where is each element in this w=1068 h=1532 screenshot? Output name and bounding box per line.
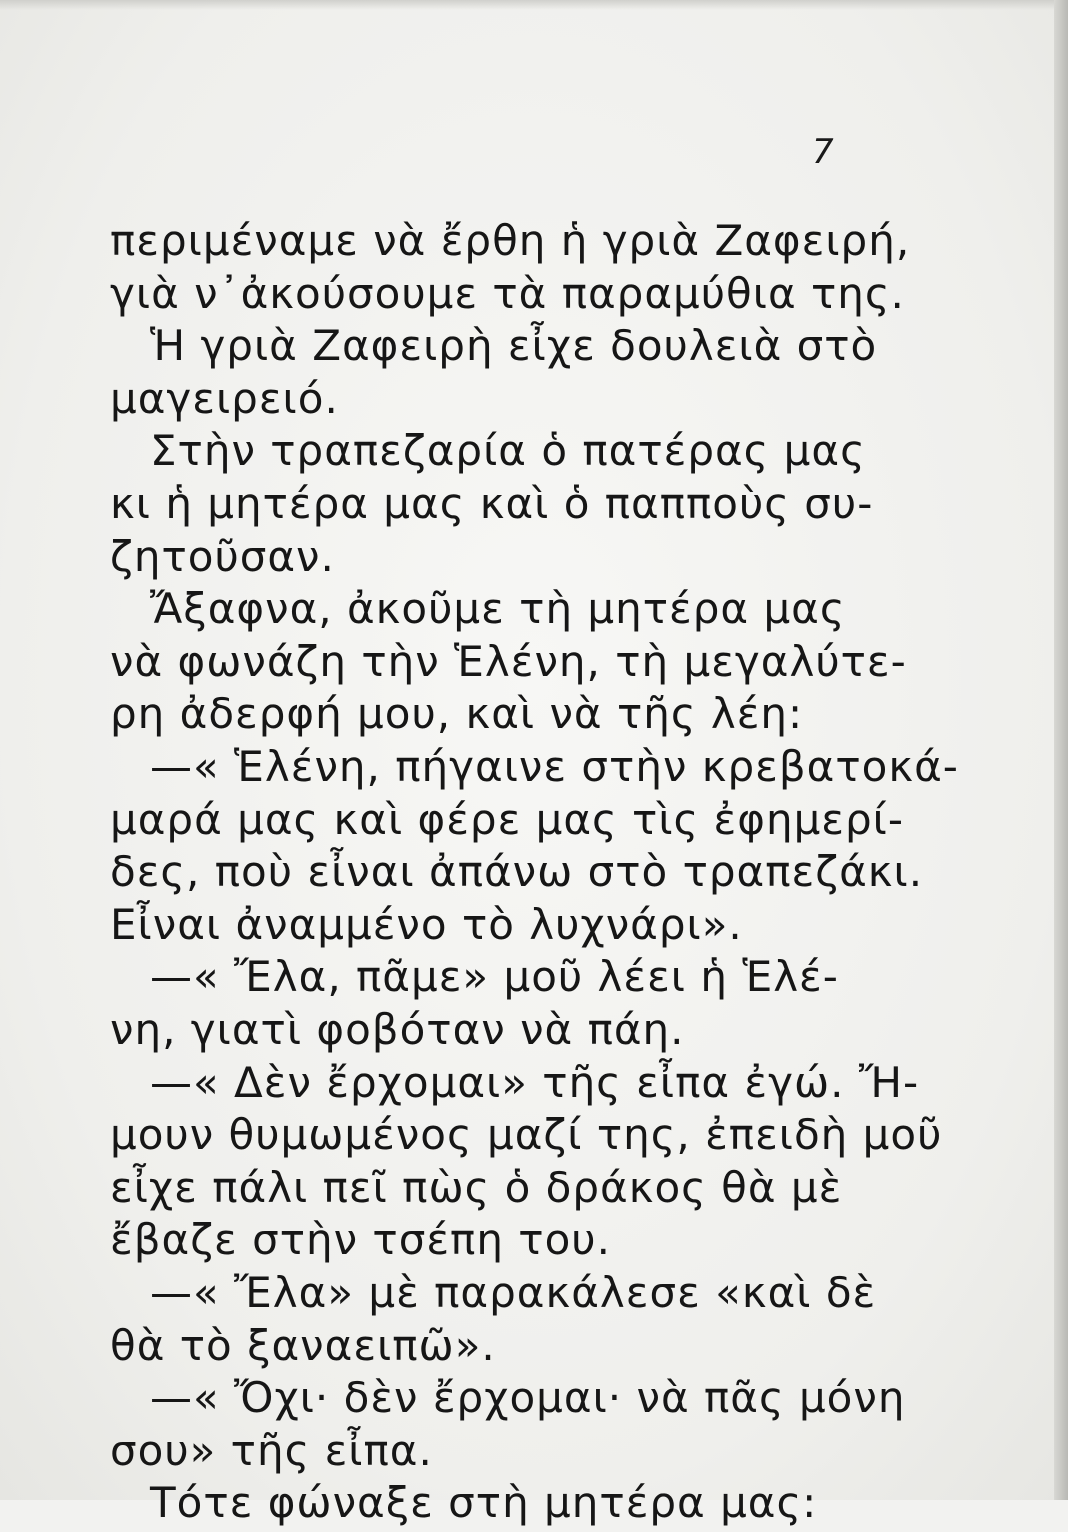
text-line-20: ἔβαζε στὴν τσέπη του. [110, 1215, 611, 1265]
text-line-23: —« Ὄχι· δὲν ἔρχομαι· νὰ πᾶς μόνη [150, 1373, 906, 1423]
text-line-4: μαγειρειό. [110, 373, 339, 423]
text-line-14: Εἶναι ἀναμμένο τὸ λυχνάρι». [110, 899, 743, 949]
text-line-24: σου» τῆς εἶπα. [110, 1425, 433, 1475]
page-top-shadow [0, 0, 1068, 10]
text-line-1: περιμέναμε νὰ ἔρθη ἡ γριὰ Ζαφειρή, [110, 216, 911, 265]
text-line-17: —« Δὲν ἔρχομαι» τῆς εἶπα ἐγώ. Ἤ- [150, 1057, 920, 1107]
text-line-12: μαρά μας καὶ φέρε μας τὶς ἐφημερί- [110, 794, 905, 844]
text-line-18: μουν θυμωμένος μαζί της, ἐπειδὴ μοῦ [110, 1110, 943, 1160]
text-line-7: ζητοῦσαν. [110, 531, 335, 581]
text-line-2: γιὰ ν᾽ἀκούσουμε τὰ παραμύθια της. [110, 268, 905, 318]
text-line-9: νὰ φωνάζη τὴν Ἑλένη, τὴ μεγαλύτε- [110, 636, 907, 686]
text-line-8: Ἄξαφνα, ἀκοῦμε τὴ μητέρα μας [150, 584, 846, 634]
text-line-19: εἶχε πάλι πεῖ πὼς ὁ δράκος θὰ μὲ [110, 1162, 843, 1212]
text-line-11: —« Ἑλένη, πήγαινε στὴν κρεβατοκά- [150, 742, 959, 791]
text-line-5: Στὴν τραπεζαρία ὁ πατέρας μας [150, 426, 866, 476]
text-line-25: Τότε φώναξε στὴ μητέρα μας: [150, 1478, 818, 1528]
text-line-15: —« Ἔλα, πᾶμε» μοῦ λέει ἡ Ἑλέ- [150, 952, 839, 1002]
text-line-21: —« Ἔλα» μὲ παρακάλεσε «καὶ δὲ [150, 1268, 877, 1317]
text-line-16: νη, γιατὶ φοβόταν νὰ πάη. [110, 1005, 685, 1054]
page-number: 7 [812, 132, 834, 172]
text-line-13: δες, ποὺ εἶναι ἀπάνω στὸ τραπεζάκι. [110, 847, 924, 897]
text-line-6: κι ἡ μητέρα μας καὶ ὁ παπποὺς συ- [110, 479, 874, 528]
text-line-10: ρη ἀδερφή μου, καὶ νὰ τῆς λέη: [110, 689, 804, 739]
page-right-edge [1054, 0, 1068, 1500]
text-line-22: θὰ τὸ ξαναειπῶ». [110, 1320, 496, 1370]
text-line-3: Ἡ γριὰ Ζαφειρὴ εἶχε δουλειὰ στὸ [150, 321, 878, 371]
